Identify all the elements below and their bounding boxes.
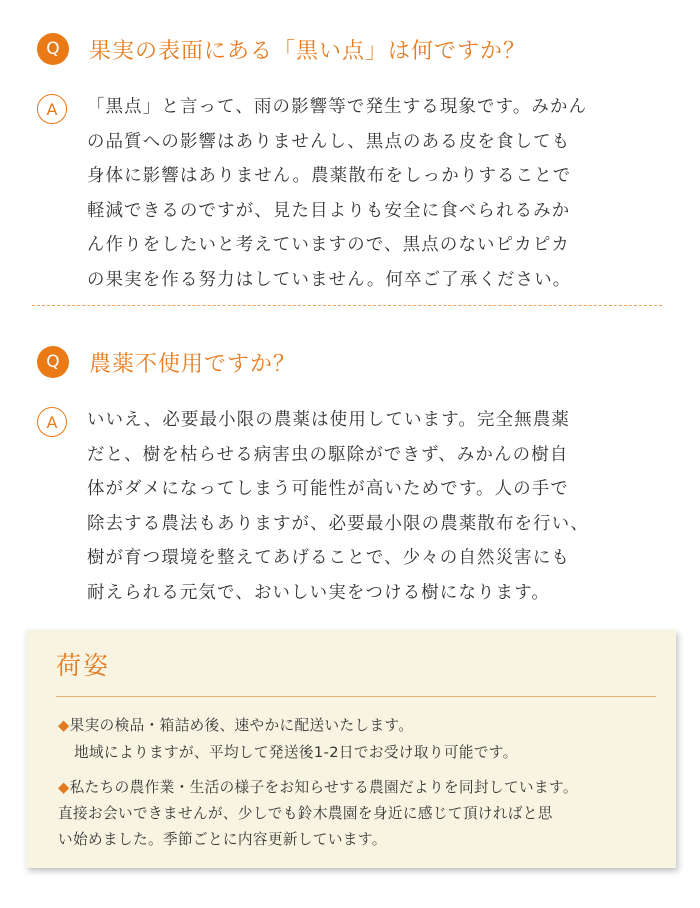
title-underline — [56, 696, 656, 697]
packaging-item-2 — [58, 776, 578, 797]
item-text: 私たちの農作業・生活の様子をお知らせする農園だよりを同封しています。 — [69, 779, 578, 796]
q-badge: Q — [37, 346, 69, 378]
question-text: 果実の表面にある「黒い点」は何ですか？ — [89, 38, 527, 64]
faq-answer-1 — [37, 90, 587, 297]
diamond-bullet-icon: ◆ — [58, 717, 70, 734]
question-text: 農薬不使用ですか？ — [89, 351, 297, 377]
answer-text — [87, 403, 589, 610]
item-text: 果実の検品・箱詰め後、速やかに配送いたします。 — [69, 717, 414, 734]
packaging-item-2-cont: 直接お会いできませんが、少しでも鈴木農園を身近に感じて頂ければと思 — [58, 805, 553, 822]
answer-line: 「黒点」と言って、雨の影響等で発生する現象です。みかん — [87, 97, 588, 117]
answer-line: 軽減できるのですが、見た目よりも安全に食べられるみか — [87, 200, 571, 221]
q-badge: Q — [37, 33, 69, 65]
a-badge: A — [37, 407, 67, 437]
answer-text — [87, 90, 587, 297]
packaging-item-1 — [58, 714, 413, 735]
packaging-item-1-cont: 地域によりますが、平均して発送後1-2日でお受け取り可能です。 — [74, 744, 518, 761]
faq-question-1 — [37, 33, 526, 65]
dashed-divider — [32, 305, 662, 306]
answer-line: 樹が育つ環境を整えてあげることで、少々の自然災害にも — [87, 548, 571, 568]
diamond-bullet-icon: ◆ — [58, 779, 70, 796]
packaging-title: 荷姿 — [56, 651, 111, 680]
faq-answer-2 — [37, 403, 589, 610]
answer-line: 除去する農法もありますが、必要最小限の農薬散布を行い、 — [87, 513, 589, 534]
packaging-box — [26, 630, 676, 868]
packaging-item-2-cont: い始めました。季節ごとに内容更新しています。 — [58, 831, 387, 848]
answer-line: 身体に影響はありません。農薬散布をしっかりすることで — [87, 166, 572, 186]
answer-line: 体がダメになってしまう可能性が高いためです。人の手で — [87, 479, 569, 499]
answer-line: ん作りをしたいと考えていますので、黒点のないピカピカ — [87, 235, 571, 255]
answer-line: の品質への影響はありませんし、黒点のある皮を食しても — [87, 131, 571, 152]
answer-line: いいえ、必要最小限の農薬は使用しています。完全無農薬 — [87, 410, 571, 430]
answer-line: だと、樹を枯らせる病害虫の駆除ができず、みかんの樹自 — [87, 444, 569, 465]
a-badge: A — [37, 94, 67, 124]
answer-line: 耐えられる元気で、おいしい実をつける樹になります。 — [87, 582, 551, 603]
answer-line: の果実を作る努力はしていません。何卒ご了承ください。 — [87, 269, 572, 290]
faq-question-2 — [37, 346, 296, 378]
